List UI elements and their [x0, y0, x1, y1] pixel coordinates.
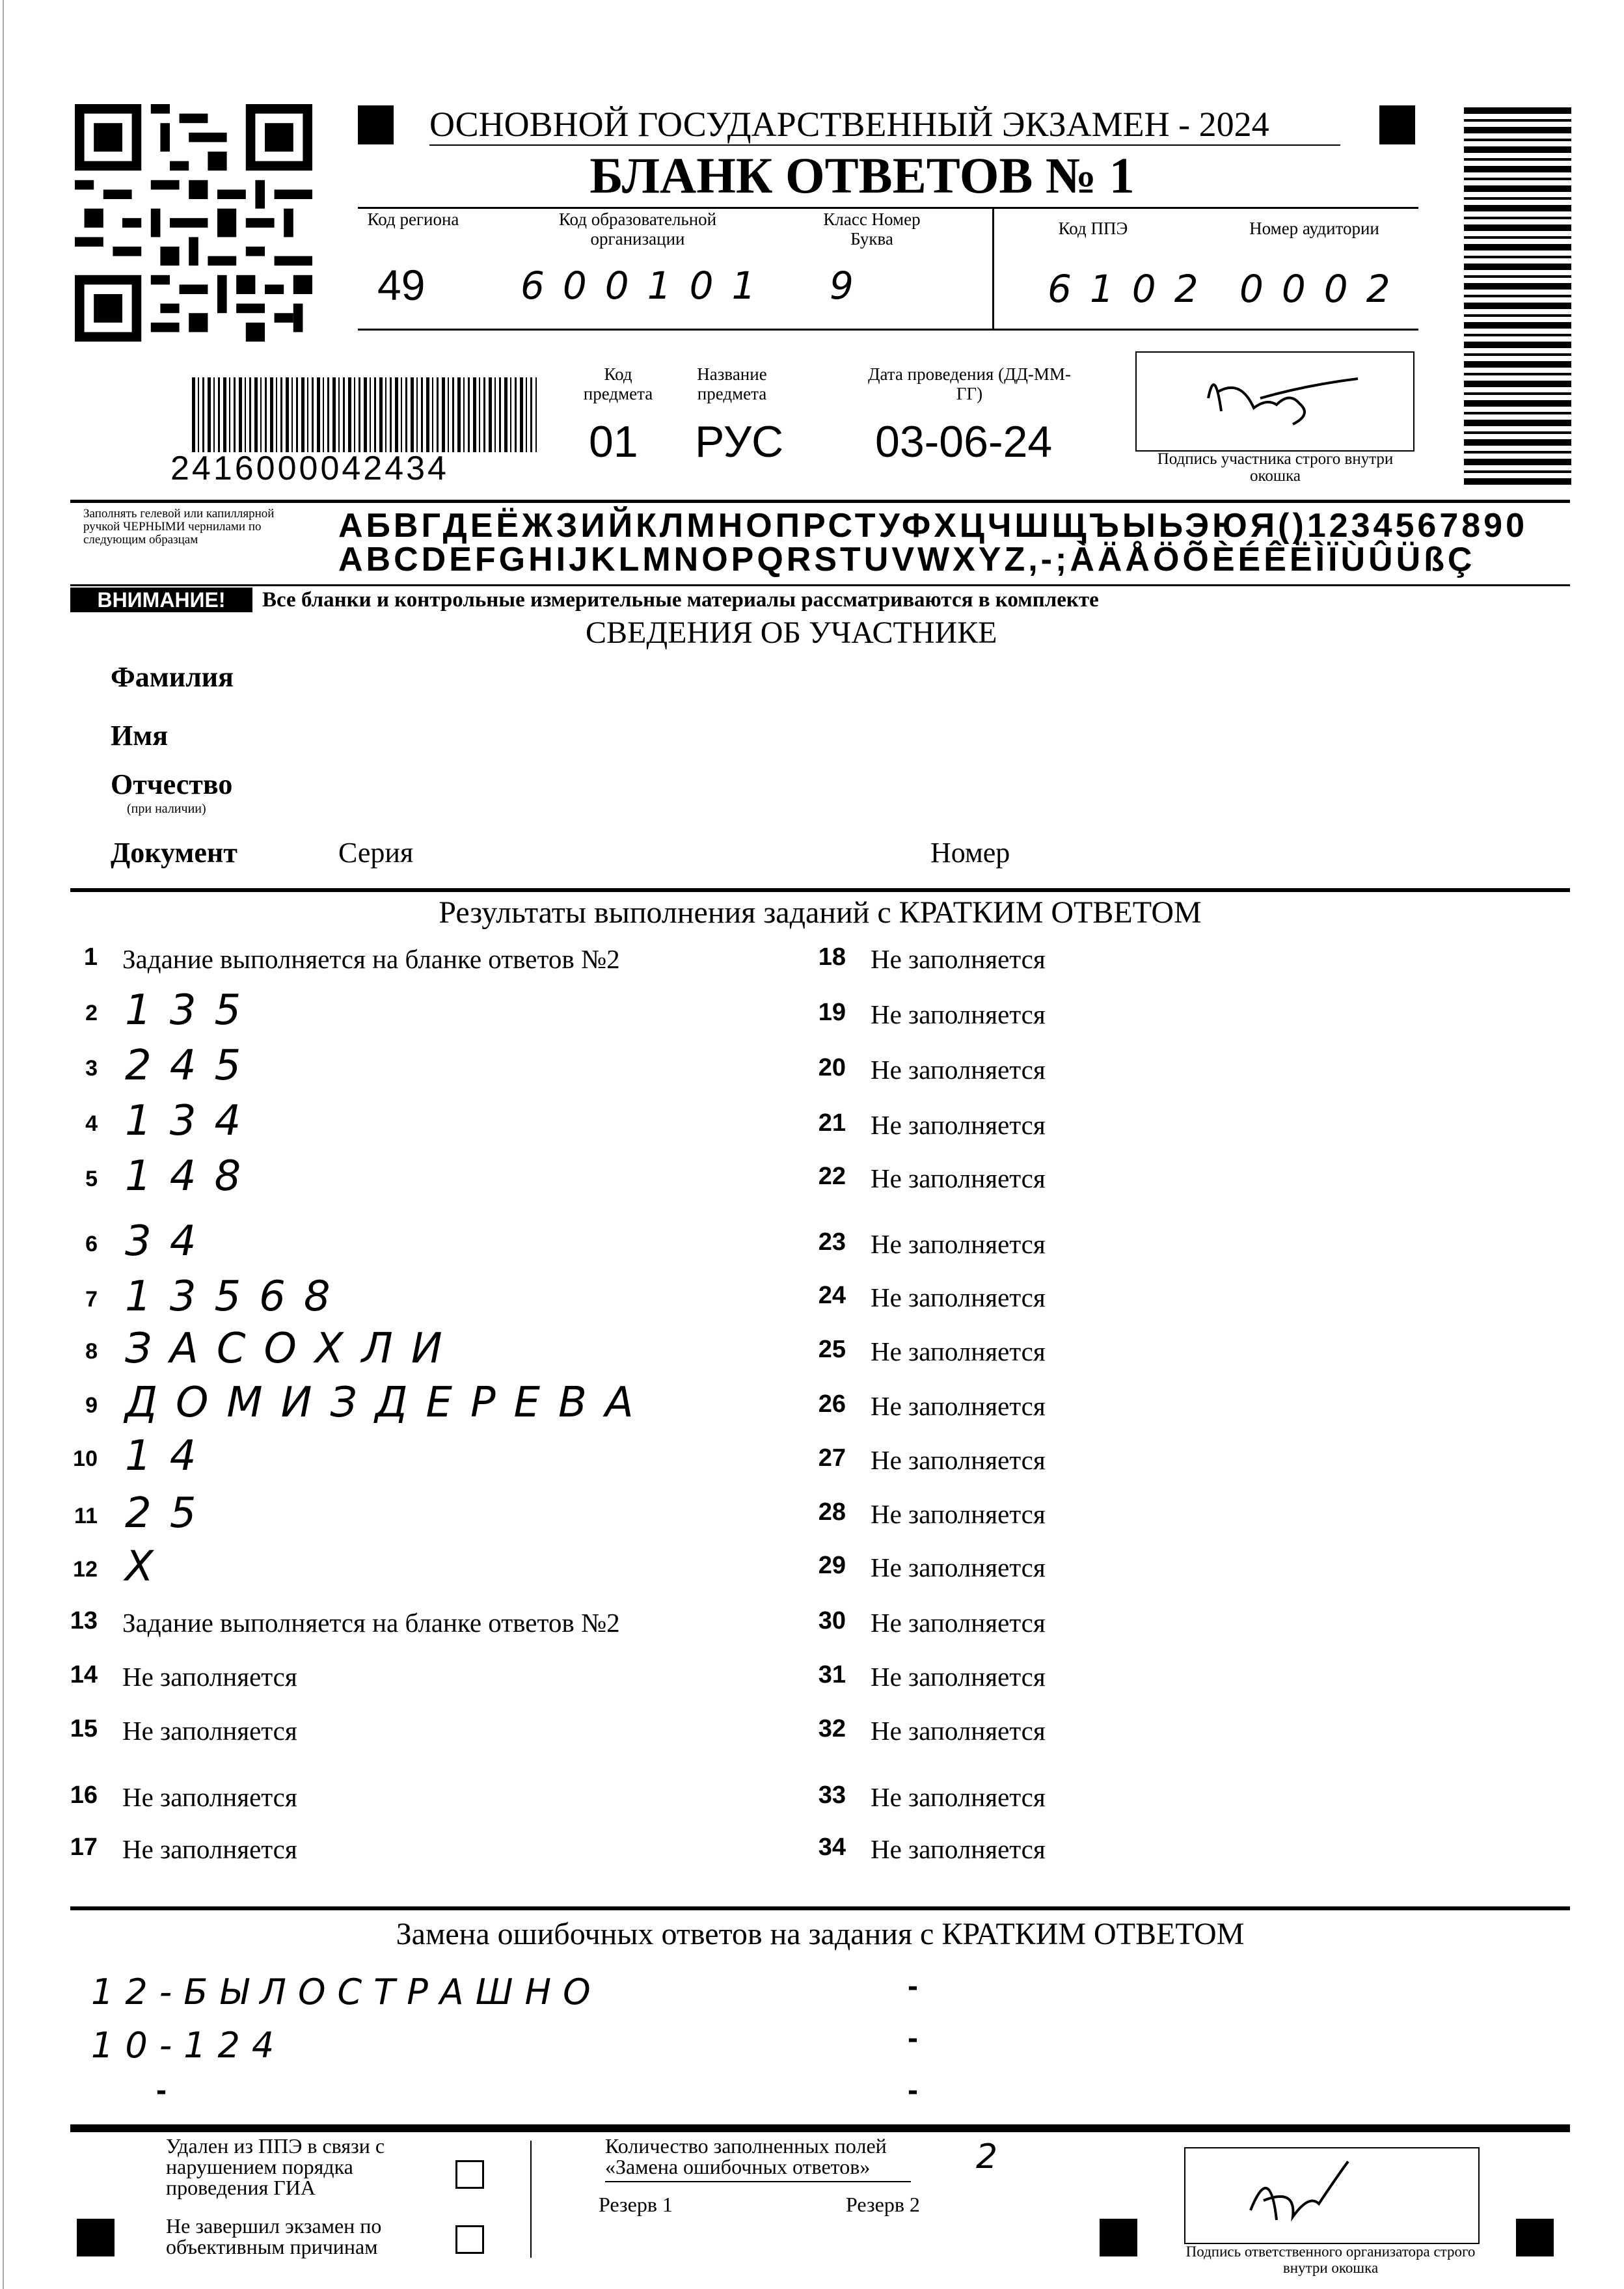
result-number: 4: [85, 1111, 98, 1136]
org-value: 600101: [521, 264, 774, 308]
result-number: 9: [85, 1393, 98, 1418]
result-number: 10: [73, 1446, 98, 1471]
participant-signature-box[interactable]: [1135, 351, 1414, 452]
result-number: 19: [818, 999, 846, 1026]
result-number: 31: [818, 1661, 846, 1688]
marker-square: [1516, 2219, 1554, 2256]
organizer-signature-box[interactable]: [1184, 2147, 1480, 2244]
handwritten-answer: 148: [125, 1152, 260, 1200]
handwritten-answer: Х: [125, 1543, 172, 1591]
marker-square: [358, 105, 394, 144]
result-row-32: [813, 1715, 1529, 1754]
subject-name-label: Название предмета: [697, 364, 767, 403]
result-row-25: [813, 1336, 1529, 1375]
marker-square: [1379, 105, 1415, 144]
result-number: 33: [818, 1781, 846, 1809]
replacement-left-2: 10-124: [91, 2025, 286, 2066]
sample-instruction: Заполнять гелевой или капиллярной ручкой ЧЕРНЫМИ чернилами по следующим образцам: [83, 507, 275, 547]
answer-text: Не заполняется: [871, 1834, 1046, 1864]
number-label: Номер: [930, 837, 1010, 869]
handwritten-answer: 34: [125, 1217, 215, 1266]
answer-text: Не заполняется: [871, 1445, 1046, 1475]
result-row-31: [813, 1661, 1529, 1700]
replacement-count-value: 2: [976, 2137, 1016, 2176]
answer-text: Не заполняется: [871, 1163, 1046, 1193]
date-value: 03-06-24: [875, 417, 1053, 467]
result-number: 2: [85, 1001, 98, 1025]
replacement-section-title: Замена ошибочных ответов на задания с КРАТКИМ ОТВЕТОМ: [396, 1917, 1245, 1951]
sample-row-cyrillic: АБВГДЕЁЖЗИЙКЛМНОПРСТУФХЦЧШЩЪЫЬЭЮЯ()1234567890: [338, 507, 1528, 545]
result-number: 30: [818, 1607, 846, 1634]
result-number: 18: [818, 943, 846, 971]
result-row-24: [813, 1282, 1529, 1321]
organizer-signature: [1185, 2148, 1475, 2240]
patronymic-label: Отчество: [111, 768, 233, 800]
result-row-3: [65, 1042, 781, 1090]
result-row-9: [65, 1379, 781, 1427]
result-row-22: [813, 1163, 1529, 1202]
subject-code-label: Код предмета: [583, 364, 653, 403]
page-edge: [3, 0, 4, 2289]
answer-text: Не заполняется: [871, 1662, 1046, 1692]
result-number: 7: [85, 1287, 98, 1312]
not-finished-checkbox[interactable]: [455, 2225, 484, 2254]
result-number: 14: [70, 1661, 98, 1688]
answer-text: Не заполняется: [871, 1229, 1046, 1259]
exam-title: ОСНОВНОЙ ГОСУДАРСТВЕННЫЙ ЭКЗАМЕН - 2024: [429, 105, 1269, 144]
class-value: 9: [830, 264, 872, 308]
handwritten-answer: 13568: [125, 1273, 349, 1321]
name-label: Имя: [111, 720, 168, 752]
removed-label: Удален из ППЭ в связи с нарушением порядка проведения ГИА: [166, 2134, 385, 2199]
removed-checkbox[interactable]: [455, 2160, 484, 2189]
result-number: 28: [818, 1498, 846, 1526]
participant-section-title: СВЕДЕНИЯ ОБ УЧАСТНИКЕ: [586, 616, 997, 650]
document-label: Документ: [111, 837, 237, 869]
answer-text: Не заполняется: [871, 1608, 1046, 1638]
result-number: 25: [818, 1336, 846, 1363]
result-row-21: [813, 1109, 1529, 1148]
result-number: 11: [74, 1504, 98, 1528]
surname-label: Фамилия: [111, 661, 234, 693]
replacement-left-1: 12-БЫЛОСТРАШНО: [91, 1971, 602, 2012]
barcode-number: 2416000042434: [170, 450, 449, 487]
subject-name-value: РУС: [695, 417, 784, 467]
answer-text: Не заполняется: [122, 1834, 297, 1864]
result-row-1: [65, 943, 781, 982]
result-number: 24: [818, 1282, 846, 1309]
participant-signature-caption: Подпись участника строго внутри окошка: [1157, 450, 1394, 485]
patronymic-note: (при наличии): [127, 802, 206, 816]
replacement-right-2: -: [908, 2021, 918, 2055]
result-row-12: [65, 1543, 781, 1591]
answer-text: Не заполняется: [871, 1716, 1046, 1746]
answer-text: Не заполняется: [871, 1336, 1046, 1366]
handwritten-answer: 14: [125, 1432, 215, 1480]
handwritten-answer: ДОМИЗДЕРЕВА: [125, 1379, 652, 1427]
result-number: 26: [818, 1390, 846, 1418]
barcode: [192, 377, 537, 452]
not-finished-label: Не завершил экзамен по объективным причинам: [166, 2214, 382, 2258]
answer-text: Не заполняется: [871, 1782, 1046, 1812]
result-number: 29: [818, 1552, 846, 1579]
answer-text: Не заполняется: [122, 1662, 297, 1692]
reserve-2: Резерв 2: [846, 2193, 920, 2216]
room-value: 0002: [1239, 267, 1409, 311]
warning-bar: [70, 584, 1570, 615]
result-row-11: [65, 1489, 781, 1537]
replacement-count-label: Количество заполненных полей «Замена ошибочных ответов»: [605, 2134, 887, 2178]
result-row-23: [813, 1228, 1529, 1267]
marker-square: [1100, 2219, 1137, 2256]
result-number: 34: [818, 1834, 846, 1861]
result-row-34: [813, 1834, 1529, 1873]
result-number: 3: [85, 1056, 98, 1081]
result-row-27: [813, 1444, 1529, 1483]
replacement-right-3: -: [908, 2073, 918, 2107]
date-label: Дата проведения (ДД-ММ-ГГ): [868, 364, 1071, 403]
replacement-left-3: -: [156, 2073, 167, 2107]
answer-text: Не заполняется: [871, 1110, 1046, 1140]
answer-text: Задание выполняется на бланке ответов №2: [122, 1608, 620, 1638]
result-row-5: [65, 1152, 781, 1200]
answer-text: Не заполняется: [871, 999, 1046, 1029]
results-section-title: Результаты выполнения заданий с КРАТКИМ ОТВЕТОМ: [439, 895, 1202, 930]
replacement-right-1: -: [908, 1969, 918, 2003]
result-row-8: [65, 1325, 781, 1373]
answer-text: Не заполняется: [122, 1782, 297, 1812]
result-row-19: [813, 999, 1529, 1038]
warning-text: Все бланки и контрольные измерительные материалы рассматриваются в комплекте: [262, 588, 1099, 612]
result-number: 27: [818, 1444, 846, 1472]
result-row-14: [65, 1661, 781, 1700]
marker-square: [77, 2219, 115, 2256]
org-label: Код образовательной организации: [558, 210, 717, 249]
ppe-label: Код ППЭ: [1058, 219, 1128, 238]
warning-badge: ВНИМАНИЕ!: [70, 588, 252, 612]
handwritten-answer: ЗАСОХЛИ: [125, 1325, 461, 1373]
result-row-10: [65, 1432, 781, 1480]
region-value: 49: [377, 261, 426, 309]
result-number: 17: [70, 1834, 98, 1861]
result-number: 23: [818, 1228, 846, 1256]
result-number: 22: [818, 1163, 846, 1190]
reserve-1: Резерв 1: [599, 2193, 673, 2216]
result-row-7: [65, 1273, 781, 1321]
ppe-value: 6102: [1048, 267, 1217, 311]
result-number: 1: [83, 943, 98, 971]
result-row-13: [65, 1607, 781, 1646]
result-number: 20: [818, 1054, 846, 1081]
result-row-15: [65, 1715, 781, 1754]
handwritten-answer: 134: [125, 1097, 260, 1145]
handwritten-answer: 245: [125, 1042, 260, 1090]
result-number: 8: [85, 1339, 98, 1364]
series-label: Серия: [338, 837, 414, 869]
answer-text: Не заполняется: [871, 1391, 1046, 1421]
result-row-16: [65, 1781, 781, 1821]
answer-text: Не заполняется: [871, 1055, 1046, 1085]
result-row-30: [813, 1607, 1529, 1646]
room-label: Номер аудитории: [1249, 219, 1379, 238]
result-number: 6: [85, 1232, 98, 1256]
answer-text: Не заполняется: [871, 1552, 1046, 1582]
result-number: 16: [70, 1781, 98, 1809]
result-number: 5: [85, 1167, 98, 1191]
class-label: Класс Номер Буква: [823, 210, 921, 249]
result-row-29: [813, 1552, 1529, 1591]
qr-code: [75, 104, 312, 342]
handwritten-answer: 25: [125, 1489, 215, 1537]
sample-row-latin: ABCDEFGHIJKLMNOPQRSTUVWXYZ,-;ÀÄÅÖÕÈÉÊËÌÏÙÛÜßÇ: [338, 541, 1476, 578]
result-number: 15: [70, 1715, 98, 1742]
result-row-6: [65, 1217, 781, 1266]
organizer-signature-caption: Подпись ответственного организатора строго внутри окошка: [1185, 2243, 1476, 2276]
result-number: 21: [818, 1109, 846, 1137]
result-row-33: [813, 1781, 1529, 1821]
form-title: БЛАНК ОТВЕТОВ № 1: [589, 147, 1135, 204]
result-number: 13: [70, 1607, 98, 1634]
participant-signature: [1137, 353, 1410, 447]
result-number: 12: [73, 1557, 98, 1582]
result-row-26: [813, 1390, 1529, 1429]
answer-text: Не заполняется: [871, 1499, 1046, 1529]
result-row-28: [813, 1498, 1529, 1537]
result-number: 32: [818, 1715, 846, 1742]
result-row-18: [813, 943, 1529, 982]
result-row-2: [65, 986, 781, 1035]
result-row-4: [65, 1097, 781, 1145]
answer-text: Не заполняется: [122, 1716, 297, 1746]
answer-text: Не заполняется: [871, 1282, 1046, 1312]
region-label: Код региона: [367, 210, 459, 229]
answer-text: Не заполняется: [871, 944, 1046, 974]
handwritten-answer: 135: [125, 986, 260, 1035]
subject-code-value: 01: [589, 417, 638, 467]
side-barcode: [1464, 107, 1571, 485]
answer-text: Задание выполняется на бланке ответов №2: [122, 944, 620, 974]
result-row-20: [813, 1054, 1529, 1093]
result-row-17: [65, 1834, 781, 1873]
